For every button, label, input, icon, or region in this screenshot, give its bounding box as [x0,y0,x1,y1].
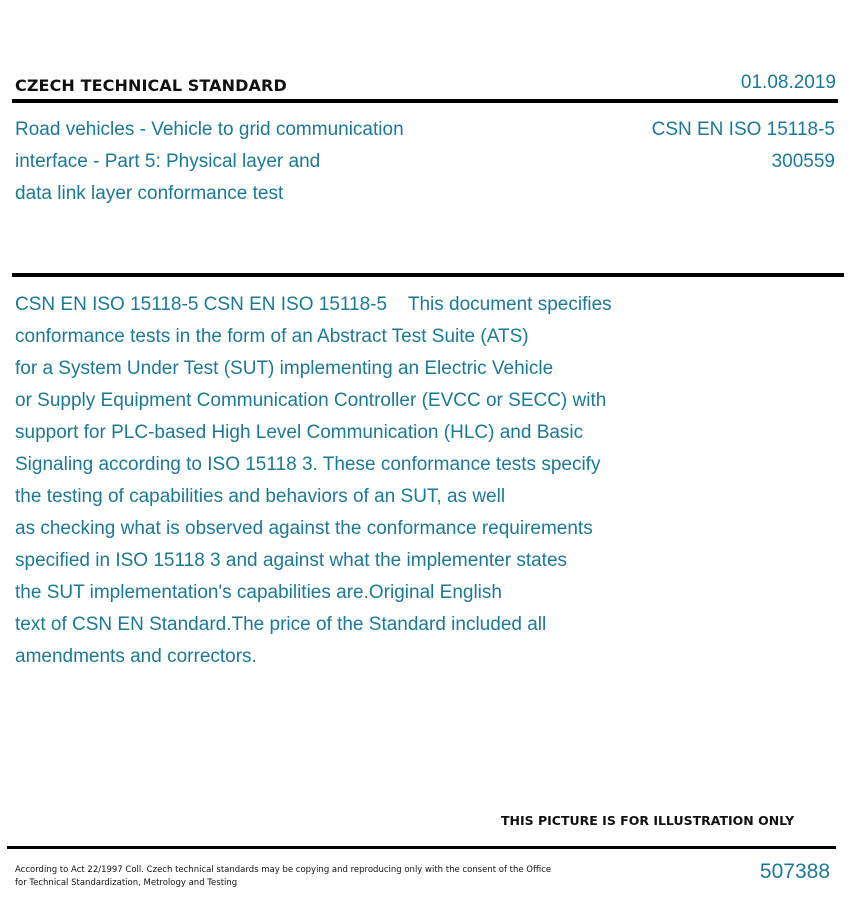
description-line: for a System Under Test (SUT) implementing an Electric Vehicle [15,358,554,379]
description-line: conformance tests in the form of an Abstract Test Suite (ATS) [15,326,529,347]
description-line: amendments and correctors. [15,646,257,667]
standard-number: CSN EN ISO 15118-5 [651,119,835,140]
document-description [15,289,715,673]
title-divider [12,273,844,277]
description-line: specified in ISO 15118 3 and against what the implementer states [15,550,568,571]
description-line: CSN EN ISO 15118-5 CSN EN ISO 15118-5 This document specifies [15,294,612,315]
title-line: Road vehicles - Vehicle to grid communication [15,119,404,140]
standard-type-heading: CZECH TECHNICAL STANDARD [15,76,287,95]
document-id: 507388 [759,860,830,883]
legal-notice-line: for Technical Standardization, Metrology and Testing [15,878,238,888]
footer-divider [7,846,836,849]
standard-identifiers [652,114,835,178]
document-title [15,114,404,210]
publication-date: 01.08.2019 [740,72,836,93]
description-line: the SUT implementation's capabilities are.Original English [15,582,502,603]
illustration-disclaimer: THIS PICTURE IS FOR ILLUSTRATION ONLY [501,813,795,828]
title-line: data link layer conformance test [15,183,284,204]
description-line: the testing of capabilities and behaviors of an SUT, as well [15,486,506,507]
legal-notice [15,864,551,890]
description-line: text of CSN EN Standard.The price of the Standard included all [15,614,547,635]
description-line: support for PLC-based High Level Communication (HLC) and Basic [15,422,584,443]
title-line: interface - Part 5: Physical layer and [15,151,321,172]
legal-notice-line: According to Act 22/1997 Coll. Czech technical standards may be copying and reproducing only with the consent of the Office [15,865,552,875]
catalog-number: 300559 [771,151,835,172]
description-line: or Supply Equipment Communication Controller (EVCC or SECC) with [15,390,607,411]
description-line: as checking what is observed against the conformance requirements [15,518,593,539]
header-divider [12,99,838,103]
description-line: Signaling according to ISO 15118 3. These conformance tests specify [15,454,601,475]
